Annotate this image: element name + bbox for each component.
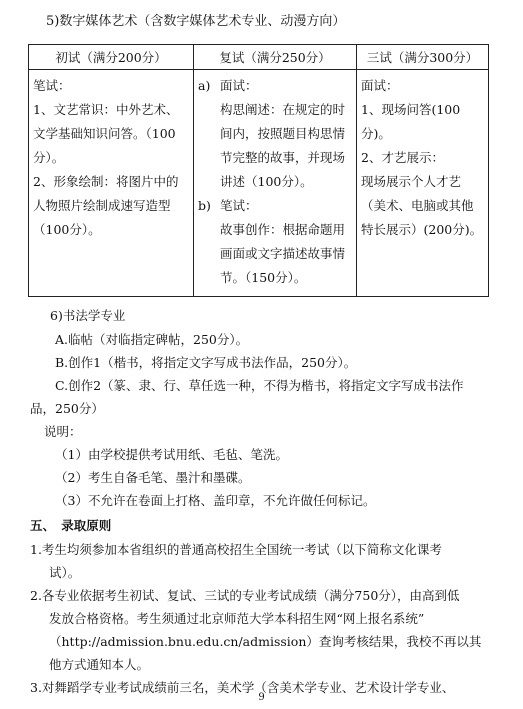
third-exam-item-2-body: 现场展示个人才艺（美术、电脑或其他特长展示）(200分)。 xyxy=(361,174,483,237)
admission-principles-heading: 五、 录取原则 xyxy=(30,518,112,533)
principle-2-line-4: 他方式通知本人。 xyxy=(49,657,150,672)
section-6-note-2: （2）考生自备毛笔、墨汁和墨碟。 xyxy=(55,470,251,485)
principle-1-line-1: 1.考生均须参加本省组织的普通高校招生全国统一考试（以下简称文化课考 xyxy=(30,542,442,557)
page-number: 9 xyxy=(258,692,265,703)
first-exam-cell xyxy=(29,70,194,297)
header-first-exam: 初试（满分200分） xyxy=(29,45,194,70)
table-body-row xyxy=(29,70,489,297)
principle-2-line-2: 发放合格资格。考生须通过北京师范大学本科招生网“网上报名系统” xyxy=(49,611,425,626)
written-title: 笔试： xyxy=(220,198,258,213)
interview-title: 面试： xyxy=(220,78,258,93)
section-6-note-1: （1）由学校提供考试用纸、毛毡、笔洗。 xyxy=(55,447,288,462)
section-6-item-c-cont: 品，250分） xyxy=(30,401,104,416)
principle-1-line-2: 试）。 xyxy=(49,565,81,580)
exam-table xyxy=(28,44,489,297)
written-marker: b) xyxy=(198,198,211,213)
header-second-exam: 复试（满分250分） xyxy=(194,45,357,70)
header-third-exam: 三试（满分300分） xyxy=(357,45,489,70)
written-body: 故事创作：根据命题用画面或文字描述故事情节。（150分）。 xyxy=(220,222,346,285)
table-header-row xyxy=(29,45,489,70)
principle-3-line-1: 3.对舞蹈学专业考试成绩前三名，美术学（含美术学专业、艺术设计学专业、 xyxy=(30,680,455,695)
section-5-title: 5)数字媒体艺术（含数字媒体艺术专业、动漫方向） xyxy=(46,14,346,29)
section-6-item-a: A.临帖（对临指定碑帖，250分）。 xyxy=(55,332,249,347)
third-exam-item-1: 1、现场问答(100分)。 xyxy=(361,102,461,141)
first-exam-item-2: 2、形象绘制：将图片中的人物照片绘制成速写造型（100分）。 xyxy=(33,174,179,237)
interview-marker: a) xyxy=(198,78,211,93)
first-exam-type: 笔试： xyxy=(33,78,71,93)
section-6-item-b: B.创作1（楷书，将指定文字写成书法作品，250分）。 xyxy=(55,355,357,370)
second-exam-cell xyxy=(194,70,357,297)
third-exam-type: 面试： xyxy=(361,78,399,93)
third-exam-item-2: 2、才艺展示： xyxy=(361,150,444,165)
section-6-item-c: C.创作2（篆、隶、行、草任选一种，不得为楷书，将指定文字写成书法作 xyxy=(55,378,464,393)
first-exam-item-1: 1、文艺常识：中外艺术、文学基础知识问答。（100分）。 xyxy=(33,102,179,165)
interview-body: 构思阐述：在规定的时间内，按照题目构思情节完整的故事，并现场讲述（100分）。 xyxy=(220,102,346,189)
principle-2-line-1: 2.各专业依据考生初试、复试、三试的专业考试成绩（满分750分），由高到低 xyxy=(30,588,460,603)
third-exam-cell xyxy=(357,70,489,297)
section-6-title: 6)书法学专业 xyxy=(50,308,126,323)
section-6-note-3: （3）不允许在卷面上打格、盖印章，不允许做任何标记。 xyxy=(55,493,376,508)
principle-2-line-3: （http://admission.bnu.edu.cn/admission）查询考核结果，我校不再以其 xyxy=(49,634,482,649)
section-6-note-label: 说明： xyxy=(44,424,82,439)
